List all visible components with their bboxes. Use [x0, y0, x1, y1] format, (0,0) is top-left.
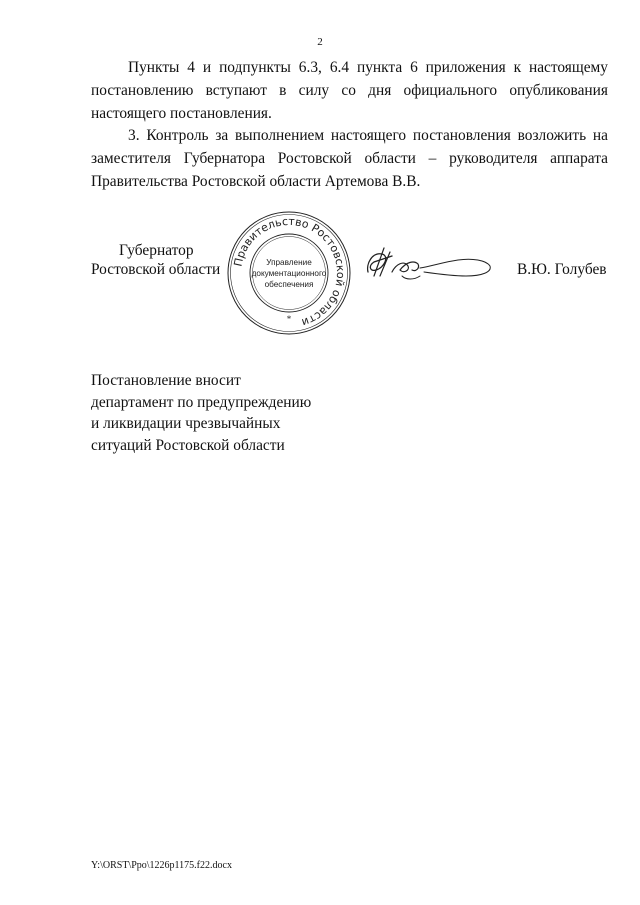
page-number: 2 [317, 36, 323, 48]
official-seal [226, 210, 352, 336]
paragraph-control: 3. Контроль за выполнением настоящего постановления возложить на заместителя Губернатора Ростовской области – руководителя аппарата Правительства Ростовской области Артемова В.В. [91, 127, 608, 190]
signatory-title [91, 241, 231, 279]
seal-star-icon: * [286, 314, 292, 324]
footer-file-path: Y:\ORST\Ppo\1226p1175.f22.docx [91, 860, 232, 871]
paragraph-effective-date: Пункты 4 и подпункты 6.3, 6.4 пункта 6 приложения к настоящему постановлению вступают в силу со дня официального опубликования настоящего постановления. [91, 59, 608, 122]
seal-inner-line1: Управление [266, 258, 312, 267]
seal-inner-line2: документационного [251, 269, 327, 278]
seal-outer-text: Правительство Ростовской области [231, 214, 348, 330]
submitter-line: Постановление вносит [91, 372, 241, 389]
submitter-line: и ликвидации чрезвычайных [91, 415, 281, 432]
signatory-title-line2: Ростовской области [91, 261, 221, 278]
submitter-note [91, 370, 391, 456]
signatory-title-line1: Губернатор [119, 242, 194, 259]
submitter-line: департамент по предупреждению [91, 393, 312, 411]
seal-inner-line3: обеспечения [264, 280, 314, 289]
signatory-name: В.Ю. Голубев [517, 261, 607, 278]
submitter-line: ситуаций Ростовской области [91, 436, 285, 454]
handwritten-signature [362, 242, 497, 286]
